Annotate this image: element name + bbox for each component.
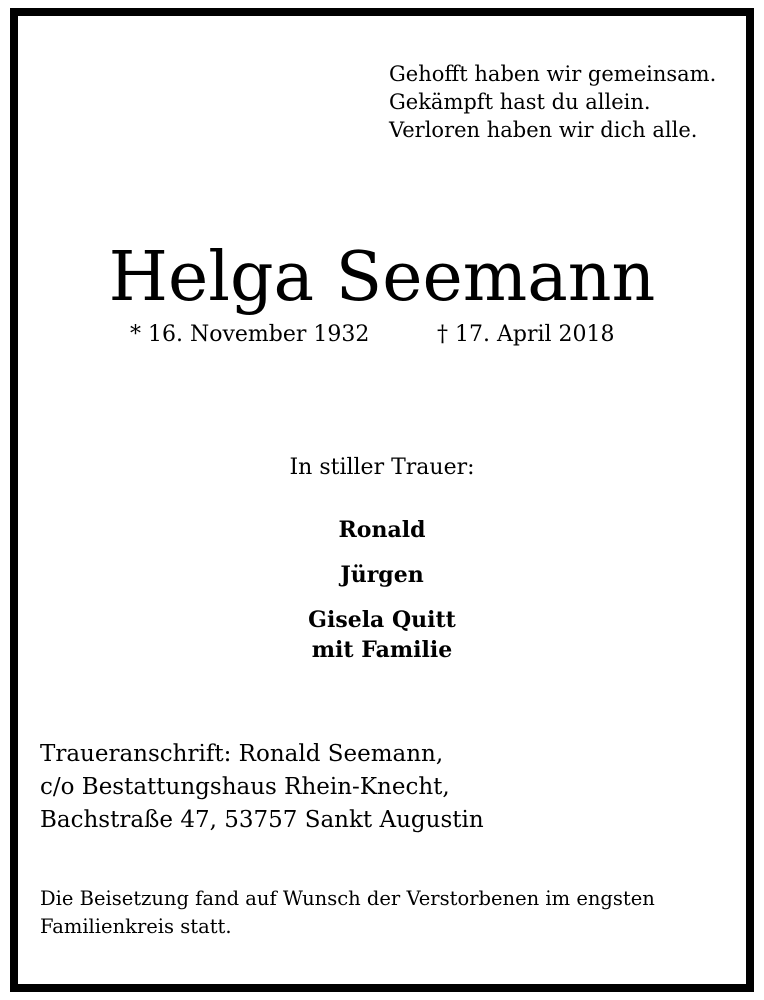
mourning-address bbox=[40, 738, 484, 837]
death-date: † 17. April 2018 bbox=[437, 322, 615, 347]
survivor-name: Jürgen bbox=[340, 562, 424, 588]
deceased-name: Helga Seemann bbox=[108, 238, 656, 317]
address-line: Traueranschrift: Ronald Seemann, bbox=[40, 741, 444, 767]
address-line: c/o Bestattungshaus Rhein-Knecht, bbox=[40, 774, 450, 800]
birth-date: * 16. November 1932 bbox=[130, 322, 370, 347]
mourning-intro: In stiller Trauer: bbox=[289, 455, 475, 480]
verse-line: Gehofft haben wir gemeinsam. bbox=[389, 62, 717, 86]
verse-line: Verloren haben wir dich alle. bbox=[389, 118, 698, 142]
burial-notice bbox=[40, 885, 655, 941]
notice-line: Familienkreis statt. bbox=[40, 915, 232, 938]
survivors-list bbox=[0, 515, 764, 665]
survivor-family-note: mit Familie bbox=[311, 637, 453, 663]
verse-line: Gekämpft hast du allein. bbox=[389, 90, 651, 114]
survivor-name: Ronald bbox=[338, 517, 426, 543]
address-line: Bachstraße 47, 53757 Sankt Augustin bbox=[40, 807, 484, 833]
survivor-name: Gisela Quitt bbox=[308, 607, 456, 633]
notice-line: Die Beisetzung fand auf Wunsch der Verstorbenen im engsten bbox=[40, 887, 655, 910]
memorial-verse bbox=[389, 60, 716, 144]
